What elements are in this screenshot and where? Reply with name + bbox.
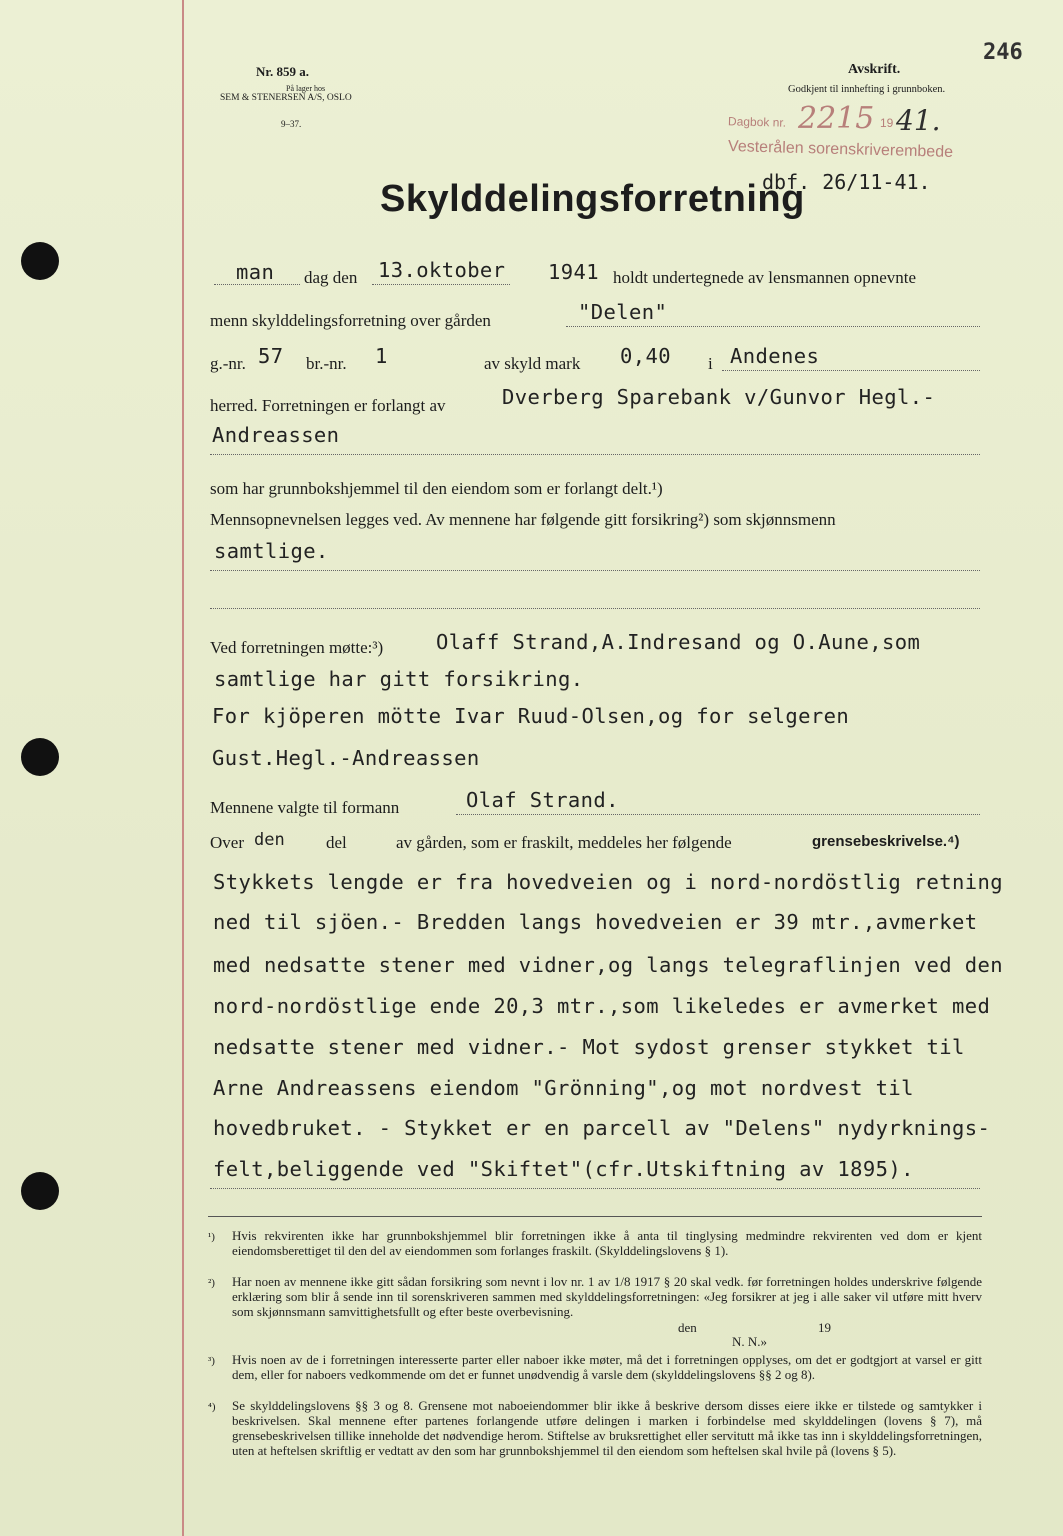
fill-line	[210, 570, 980, 571]
holdt-label: holdt undertegnede av lensmannen opnevnte	[613, 268, 917, 287]
description-line: nord-nordöstlige ende 20,3 mtr.,som likeledes er avmerket med	[213, 994, 991, 1018]
stamp-office: Vesterålen sorenskriverembede	[727, 138, 954, 161]
municipality: Andenes	[730, 344, 820, 368]
publisher-line1: På lager hos	[286, 84, 326, 93]
footnote-2	[0, 1274, 1063, 1354]
footnote-number: ³)	[208, 1355, 215, 1367]
punch-hole-top	[21, 242, 59, 280]
description-line: ned til sjöen.- Bredden langs hovedveien er 39 mtr.,avmerket	[213, 910, 978, 934]
footnote-4	[0, 1398, 1063, 1480]
footnote-2-year: 19	[818, 1320, 831, 1335]
page-title: Skylddelingsforretning	[380, 178, 805, 220]
del-label: del	[326, 833, 347, 852]
attended-line3: For kjöperen mötte Ivar Ruud-Olsen,og for selgeren	[212, 704, 850, 728]
farm-name: "Delen"	[578, 300, 668, 324]
fill-line	[372, 284, 510, 285]
description-line: Arne Andreassens eiendom "Grönning",og mot nordvest til	[213, 1076, 914, 1100]
menn-over-label: menn skylddelingsforretning over gården	[210, 311, 491, 330]
footnote-text: Har noen av mennene ikke gitt sådan forsikring som nevnt i lov nr. 1 av 1/8 1917 § 20 skal vedk. før forretningen holdes underskrive følgende erklæring som blir å sende inn til sorenskriveren sammen med skylddelingsforretningen: «Jeg forsikrer at jeg i alle saker vil utføre mitt hverv som skjønnsmann samvittighetsfullt og efter beste overbevisning.	[232, 1274, 982, 1319]
description-line: Stykkets lengde er fra hovedveien og i nord-nordöstlig retning	[213, 870, 1004, 894]
skyld-label: av skyld mark	[484, 354, 581, 373]
fill-line	[566, 326, 980, 327]
fill-line	[210, 608, 980, 609]
requested-by-line1: Dverberg Sparebank v/Gunvor Hegl.-	[502, 385, 936, 409]
av-garden-label: av gården, som er fraskilt, meddeles her følgende	[396, 833, 732, 852]
attended-line1: Olaff Strand,A.Indresand og O.Aune,som	[436, 630, 921, 654]
punch-hole-bottom	[21, 1172, 59, 1210]
mennsopnevnelsen-text: Mennsopnevnelsen legges ved. Av mennene har følgende gitt forsikring²) som skjønnsmenn	[210, 510, 836, 529]
description-line: felt,beliggende ved "Skiftet"(cfr.Utskiftning av 1895).	[213, 1157, 914, 1181]
dagbok-number: 2215	[798, 101, 875, 136]
footnote-text: Hvis noen av de i forretningen interesserte parter eller naboer ikke møter, må det i forretningen opplyses, om det er godtgjort at varsel er gitt dem, eller for naboers vedkommende om det er funnet unødvendig å varsle dem (skylddelingslovens §§ 2 og 8).	[232, 1352, 982, 1382]
footnote-number: ⁴)	[208, 1401, 216, 1413]
dbf-date: dbf. 26/11-41.	[762, 170, 931, 194]
fill-line	[456, 814, 980, 815]
footnote-2-nn: N. N.»	[732, 1334, 768, 1349]
gnr-value: 57	[258, 344, 284, 368]
skyld-value: 0,40	[620, 344, 671, 368]
grunnbok-text: som har grunnbokshjemmel til den eiendom som er forlangt delt.¹)	[210, 479, 663, 498]
description-line: nedsatte stener med vidner.- Mot sydost grenser stykket til	[213, 1035, 965, 1059]
footnote-1	[0, 1228, 1063, 1274]
date: 13.oktober	[378, 258, 506, 282]
bnr-value: 1	[375, 344, 388, 368]
footnote-separator	[208, 1216, 982, 1217]
bnr-label: br.-nr.	[306, 354, 347, 373]
attended-line4: Gust.Hegl.-Andreassen	[212, 746, 480, 770]
samtlige-value: samtlige.	[214, 539, 329, 563]
footnote-text: Hvis rekvirenten ikke har grunnbokshjemmel blir forretningen ikke å anta til tinglysing medmindre rekvirenten ved dom er kjent eiendomsberettiget til den del av eiendommen som forlanges fraskilt. (Skylddelingslovens § 1).	[232, 1228, 982, 1258]
avskrift-label: Avskrift.	[848, 62, 901, 77]
i-label: i	[708, 354, 713, 373]
dagbok-year-prefix: 19	[880, 116, 894, 130]
page-number: 246	[983, 40, 1023, 65]
description-line: hovedbruket. - Stykket er en parcell av "Delens" nydyrknings-	[213, 1116, 991, 1140]
year: 1941	[548, 260, 599, 284]
requested-by-line2: Andreassen	[212, 423, 340, 447]
godkjent-label: Godkjent til innhefting i grunnboken.	[788, 84, 946, 95]
herred-label: herred. Forretningen er forlangt av	[210, 396, 446, 415]
publisher-line2: SEM & STENERSEN A/S, OSLO	[220, 93, 352, 103]
footnote-number: ¹)	[208, 1231, 215, 1243]
attended-line2: samtlige har gitt forsikring.	[214, 667, 584, 691]
form-number: Nr. 859 a.	[256, 64, 309, 79]
dag-den-label: dag den	[304, 268, 358, 287]
footnote-2-den: den	[678, 1320, 697, 1335]
dagbok-year: 41.	[896, 104, 941, 137]
footnote-number: ²)	[208, 1277, 215, 1289]
over-label: Over	[210, 833, 244, 852]
punch-hole-middle	[21, 738, 59, 776]
fill-line	[214, 284, 300, 285]
over-value: den	[254, 830, 285, 850]
footnote-text: Se skylddelingslovens §§ 3 og 8. Grensene mot naboeiendommer blir ikke å beskrive dersom disses eiere ikke er tilstede og samtykker i beskrivelsen. Skal mennene efter partenes forlangende utføre delingen i marken i forbindelse med skylddelingen (lovens § 7), må grensebeskrivelsen tillike inneholde det nødvendige herom. Stiftelse av bruksrettighet eller servitutt må ikke tas inn i skylddelingsforretningen, uten at heftelsen skriftlig er vedtatt av den som har grunnbokshjemmel til den eiendom som heftelsen skal hvile på (lovens § 5).	[232, 1398, 982, 1458]
fill-line	[210, 1188, 980, 1189]
formann-value: Olaf Strand.	[466, 788, 619, 812]
fill-line	[722, 370, 980, 371]
weekday: man	[236, 260, 275, 284]
fill-line	[210, 454, 980, 455]
form-date: 9–37.	[281, 119, 302, 129]
footnote-3	[0, 1352, 1063, 1398]
description-line: med nedsatte stener med vidner,og langs telegraflinjen ved den	[213, 953, 1004, 977]
grensebeskrivelse-label: grensebeskrivelse.⁴)	[812, 833, 960, 850]
dagbok-label: Dagbok nr.	[727, 114, 787, 130]
gnr-label: g.-nr.	[210, 354, 246, 373]
formann-label: Mennene valgte til formann	[210, 798, 400, 817]
ved-label: Ved forretningen møtte:³)	[210, 638, 384, 657]
